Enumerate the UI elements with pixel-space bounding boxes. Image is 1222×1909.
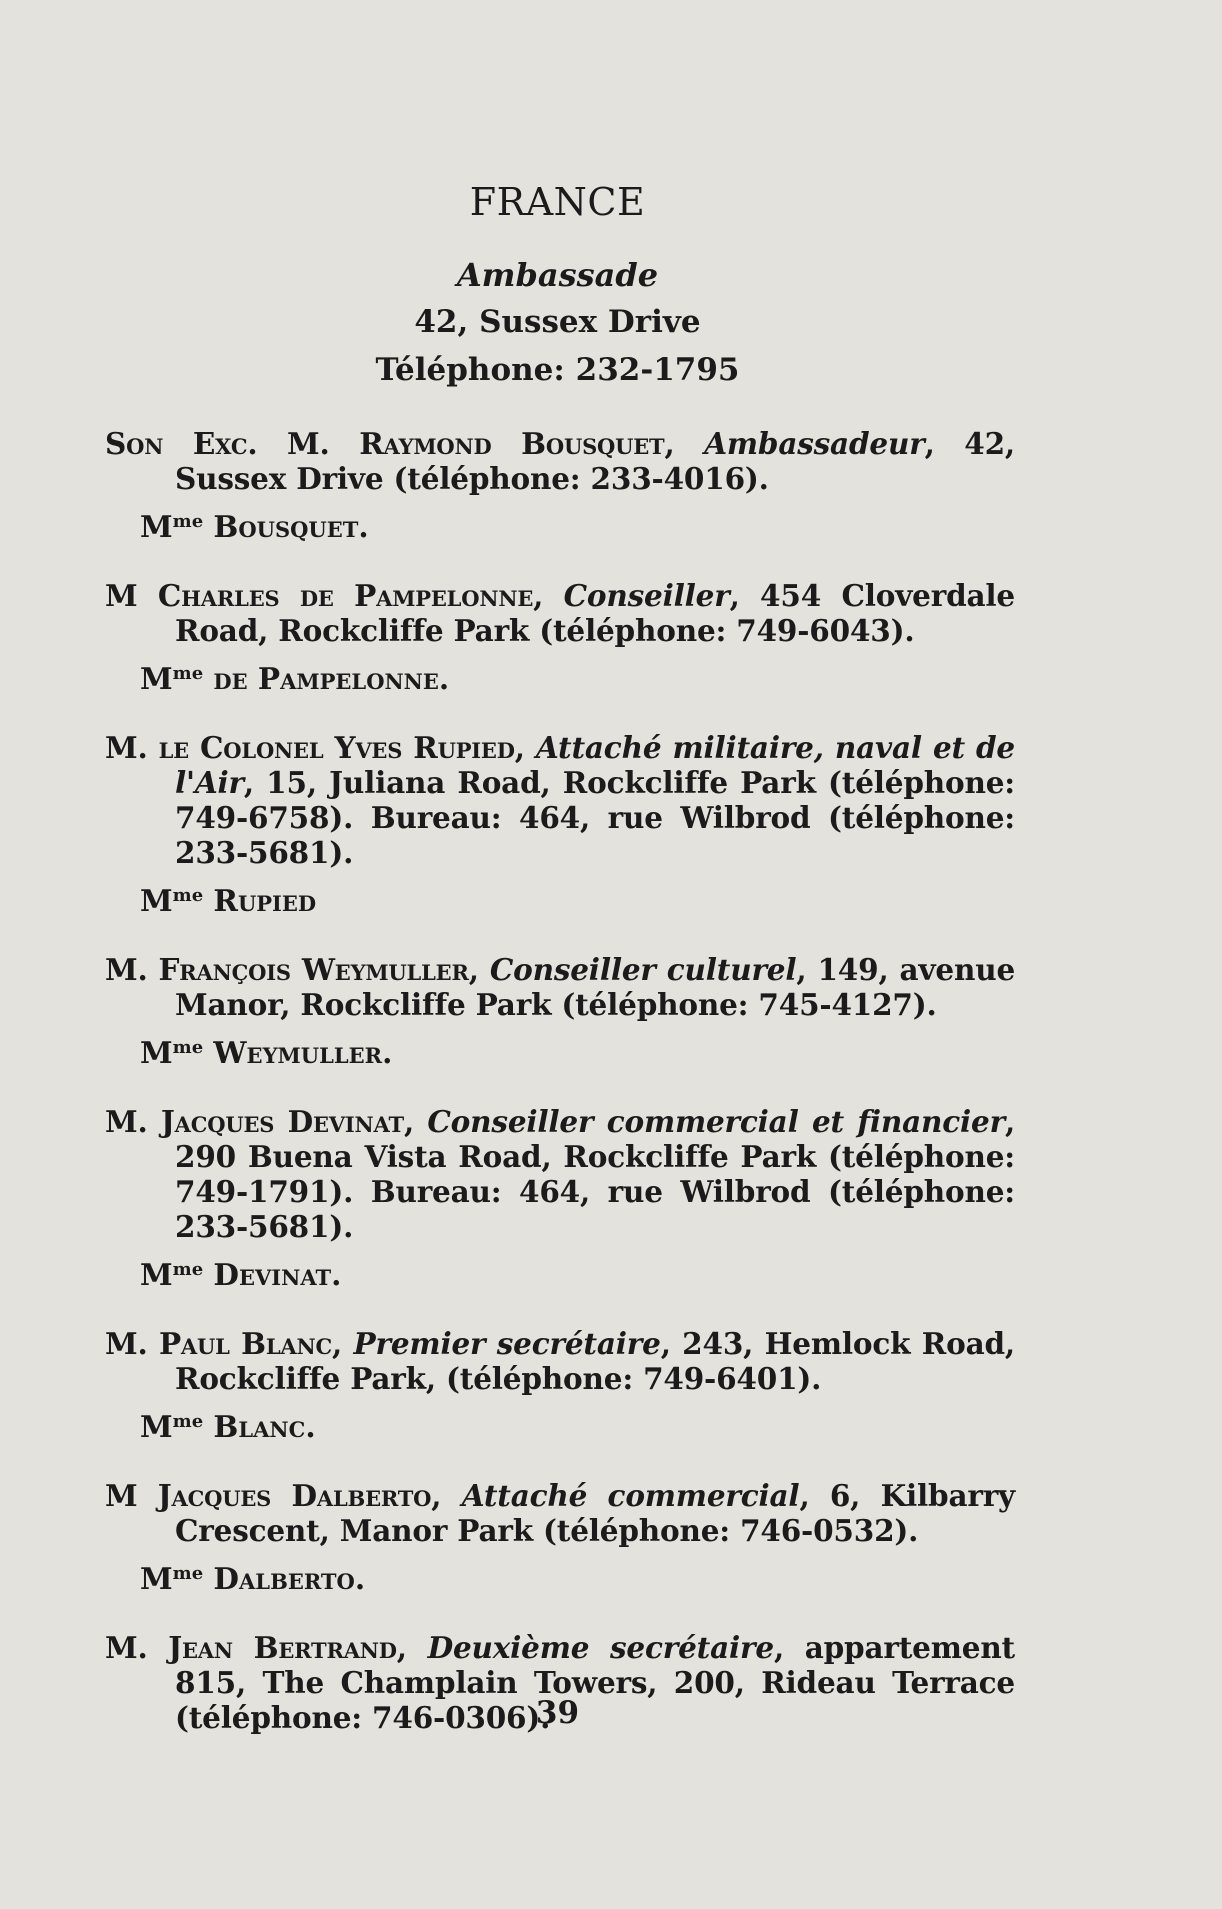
spouse-sup: me xyxy=(172,1411,204,1432)
staff-title: Attaché militaire, naval et de l'Air xyxy=(175,730,1016,800)
staff-main-line: M Charles de Pampelonne, Conseiller, 454 Cloverdale Road, Rockcliffe Park (téléphone: 749-6043). xyxy=(105,578,1015,648)
staff-list xyxy=(105,426,1015,1769)
mission-telephone: Téléphone: 232-1795 xyxy=(375,352,740,388)
spouse-sup: me xyxy=(172,663,204,684)
spouse-prefix: M xyxy=(140,1257,173,1292)
spouse-name: Rupied xyxy=(203,883,317,918)
staff-prefix: M. xyxy=(105,730,159,765)
staff-entry xyxy=(105,578,1015,696)
staff-name: Paul Blanc xyxy=(158,1326,333,1361)
staff-prefix: M. xyxy=(105,1630,169,1665)
staff-title: Conseiller commercial et financier xyxy=(427,1104,1005,1139)
staff-details: , 15, Juliana Road, Rockcliffe Park (téléphone: 749-6758). Bureau: 464, rue Wilbrod (téléphone: 233-5681). xyxy=(175,765,1015,870)
staff-details: , 454 Cloverdale Road, Rockcliffe Park (téléphone: 749-6043). xyxy=(175,578,1015,648)
staff-entry xyxy=(105,1104,1015,1292)
staff-prefix: Son Exc. M. xyxy=(105,426,360,461)
staff-entry xyxy=(105,952,1015,1070)
spouse-name: Dalberto. xyxy=(203,1561,366,1596)
staff-details: , appartement 815, The Champlain Towers, 200, Rideau Terrace (téléphone: 746-0306). xyxy=(175,1630,1015,1735)
staff-details: , 290 Buena Vista Road, Rockcliffe Park (téléphone: 749-1791). Bureau: 464, rue Wilbrod (téléphone: 233-5681). xyxy=(175,1104,1016,1244)
staff-entry xyxy=(105,426,1015,544)
staff-prefix: M. xyxy=(105,1104,161,1139)
staff-prefix: M xyxy=(105,578,158,613)
spouse-line xyxy=(140,504,1015,544)
staff-details: , 6, Kilbarry Crescent, Manor Park (téléphone: 746-0532). xyxy=(175,1478,1016,1548)
spouse-line xyxy=(140,878,1015,918)
staff-prefix: M. xyxy=(105,1326,159,1361)
spouse-prefix: M xyxy=(140,1035,173,1070)
spouse-name: Devinat. xyxy=(203,1257,342,1292)
staff-main-line: M. François Weymuller, Conseiller culturel, 149, avenue Manor, Rockcliffe Park (téléphone: 745-4127). xyxy=(105,952,1016,1022)
staff-title: Conseiller culturel xyxy=(489,952,797,987)
spouse-line xyxy=(140,1404,1015,1444)
spouse-sup: me xyxy=(172,885,204,906)
staff-main-line: M. Jean Bertrand, Deuxième secrétaire, appartement 815, The Champlain Towers, 200, Rideau Terrace (téléphone: 746-0306). xyxy=(105,1630,1015,1735)
staff-entry xyxy=(105,730,1015,918)
staff-name: Charles de Pampelonne xyxy=(157,578,534,613)
spouse-line xyxy=(140,1030,1015,1070)
spouse-name: Weymuller. xyxy=(203,1035,393,1070)
staff-name: Jacques Dalberto xyxy=(157,1478,432,1513)
spouse-name: Bousquet. xyxy=(203,509,369,544)
spouse-sup: me xyxy=(172,1037,204,1058)
staff-main-line: M. Paul Blanc, Premier secrétaire, 243, Hemlock Road, Rockcliffe Park, (téléphone: 749-6401). xyxy=(105,1326,1015,1396)
spouse-prefix: M xyxy=(140,661,173,696)
spouse-line xyxy=(140,1252,1015,1292)
staff-name: François Weymuller xyxy=(158,952,469,987)
spouse-line xyxy=(140,1556,1015,1596)
staff-name: Jean Bertrand xyxy=(168,1630,397,1665)
country-heading: FRANCE xyxy=(469,180,646,224)
spouse-name: de Pampelonne. xyxy=(203,661,450,696)
staff-title: Ambassadeur xyxy=(704,426,925,461)
spouse-line xyxy=(140,656,1015,696)
spouse-name: Blanc. xyxy=(203,1409,316,1444)
spouse-prefix: M xyxy=(140,1409,173,1444)
staff-entry xyxy=(105,1478,1015,1596)
staff-title: Deuxième secrétaire xyxy=(427,1630,774,1665)
mission-type-heading: Ambassade xyxy=(456,256,659,294)
spouse-sup: me xyxy=(172,1563,204,1584)
spouse-prefix: M xyxy=(140,1561,173,1596)
spouse-prefix: M xyxy=(140,883,173,918)
spouse-sup: me xyxy=(172,1259,204,1280)
staff-title: Attaché commercial xyxy=(461,1478,800,1513)
spouse-prefix: M xyxy=(140,509,173,544)
staff-title: Conseiller xyxy=(563,578,730,613)
spouse-sup: me xyxy=(172,511,204,532)
staff-details: , 149, avenue Manor, Rockcliffe Park (téléphone: 745-4127). xyxy=(175,952,1016,1022)
staff-main-line: M. le Colonel Yves Rupied, Attaché militaire, naval et de l'Air, 15, Juliana Road, Rockcliffe Park (téléphone: 749-6758). Bureau: 464, rue Wilbrod (téléphone: 233-5681). xyxy=(105,730,1016,870)
staff-name: Jacques Devinat xyxy=(160,1104,404,1139)
staff-details: , 42, Sussex Drive (téléphone: 233-4016). xyxy=(175,426,1015,496)
staff-name: le Colonel Yves Rupied xyxy=(158,730,515,765)
staff-details: , 243, Hemlock Road, Rockcliffe Park, (téléphone: 749-6401). xyxy=(175,1326,1015,1396)
page-number: 39 xyxy=(535,1695,580,1731)
staff-main-line: Son Exc. M. Raymond Bousquet, Ambassadeur, 42, Sussex Drive (téléphone: 233-4016). xyxy=(105,426,1015,496)
staff-prefix: M xyxy=(105,1478,158,1513)
staff-main-line: M Jacques Dalberto, Attaché commercial, 6, Kilbarry Crescent, Manor Park (téléphone: 746-0532). xyxy=(105,1478,1016,1548)
staff-entry xyxy=(105,1326,1015,1444)
staff-title: Premier secrétaire xyxy=(353,1326,661,1361)
mission-address: 42, Sussex Drive xyxy=(414,304,701,340)
staff-name: Raymond Bousquet xyxy=(359,426,665,461)
staff-prefix: M. xyxy=(105,952,159,987)
staff-main-line: M. Jacques Devinat, Conseiller commercial et financier, 290 Buena Vista Road, Rockcliffe Park (téléphone: 749-1791). Bureau: 464, rue Wilbrod (téléphone: 233-5681). xyxy=(105,1104,1016,1244)
